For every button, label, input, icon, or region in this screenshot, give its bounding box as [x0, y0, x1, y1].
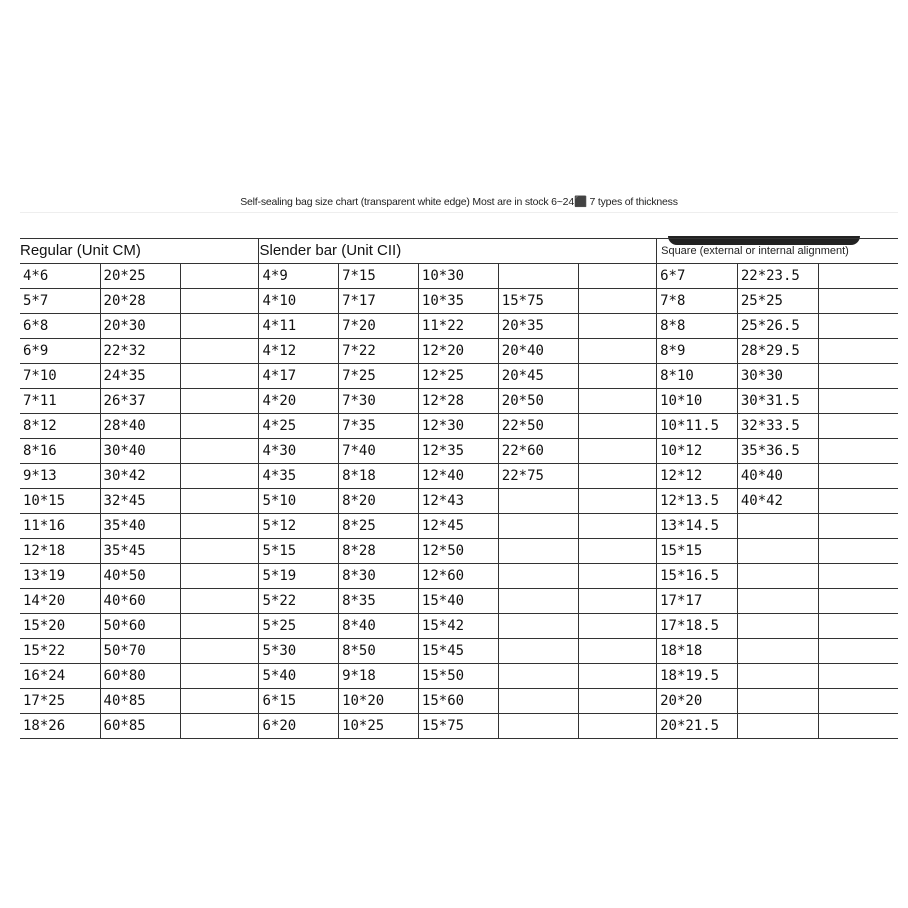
table-cell: 4*12: [259, 339, 339, 364]
table-cell: 30*40: [100, 439, 180, 464]
table-cell: 15*40: [418, 589, 498, 614]
table-cell: 7*17: [339, 289, 419, 314]
table-cell: 5*7: [20, 289, 100, 314]
table-cell: 4*25: [259, 414, 339, 439]
table-cell: [818, 639, 898, 664]
table-cell: [818, 339, 898, 364]
table-cell: 12*35: [418, 439, 498, 464]
table-cell: 7*25: [339, 364, 419, 389]
table-cell: 40*60: [100, 589, 180, 614]
table-row: [20, 439, 898, 464]
table-cell: [737, 714, 818, 739]
table-cell: 20*30: [100, 314, 180, 339]
table-cell: [498, 564, 578, 589]
table-cell: 9*13: [20, 464, 100, 489]
table-cell: [578, 264, 656, 289]
table-cell: 40*85: [100, 689, 180, 714]
table-cell: [180, 289, 259, 314]
table-cell: 7*30: [339, 389, 419, 414]
table-cell: 20*50: [498, 389, 578, 414]
table-cell: 11*16: [20, 514, 100, 539]
size-chart-sheet: [20, 190, 898, 748]
table-cell: 7*8: [657, 289, 738, 314]
table-cell: [578, 664, 656, 689]
table-cell: 7*35: [339, 414, 419, 439]
table-cell: [180, 489, 259, 514]
table-cell: 8*50: [339, 639, 419, 664]
table-cell: 14*20: [20, 589, 100, 614]
table-cell: [578, 439, 656, 464]
table-cell: [818, 264, 898, 289]
table-cell: [180, 389, 259, 414]
table-cell: 20*40: [498, 339, 578, 364]
table-cell: 12*60: [418, 564, 498, 589]
table-cell: [737, 664, 818, 689]
table-cell: 35*40: [100, 514, 180, 539]
table-cell: [578, 714, 656, 739]
table-cell: 22*60: [498, 439, 578, 464]
table-cell: 60*85: [100, 714, 180, 739]
grid-line: [20, 212, 898, 213]
table-cell: 8*12: [20, 414, 100, 439]
table-cell: [737, 514, 818, 539]
table-cell: [818, 689, 898, 714]
table-cell: 6*8: [20, 314, 100, 339]
table-cell: [180, 514, 259, 539]
table-cell: 5*22: [259, 589, 339, 614]
table-cell: 18*18: [657, 639, 738, 664]
table-row: [20, 714, 898, 739]
table-cell: [578, 289, 656, 314]
table-cell: 40*42: [737, 489, 818, 514]
slender-header: Slender bar (Unit CII): [259, 239, 657, 264]
table-cell: 12*25: [418, 364, 498, 389]
table-row: [20, 664, 898, 689]
table-cell: 7*40: [339, 439, 419, 464]
table-cell: 15*60: [418, 689, 498, 714]
table-cell: 7*22: [339, 339, 419, 364]
table-cell: [498, 614, 578, 639]
table-row: [20, 689, 898, 714]
table-cell: [498, 689, 578, 714]
table-cell: 20*20: [657, 689, 738, 714]
table-cell: 4*6: [20, 264, 100, 289]
table-cell: 10*10: [657, 389, 738, 414]
table-cell: 16*24: [20, 664, 100, 689]
table-cell: 5*15: [259, 539, 339, 564]
table-cell: 10*12: [657, 439, 738, 464]
table-cell: 20*25: [100, 264, 180, 289]
table-cell: 8*16: [20, 439, 100, 464]
table-cell: 17*25: [20, 689, 100, 714]
table-cell: [737, 589, 818, 614]
table-row: [20, 364, 898, 389]
table-cell: 6*15: [259, 689, 339, 714]
table-cell: 10*20: [339, 689, 419, 714]
table-cell: 60*80: [100, 664, 180, 689]
table-cell: 28*40: [100, 414, 180, 439]
table-cell: 15*50: [418, 664, 498, 689]
table-cell: 8*9: [657, 339, 738, 364]
table-cell: 15*75: [498, 289, 578, 314]
table-cell: [818, 314, 898, 339]
table-cell: 25*26.5: [737, 314, 818, 339]
table-cell: [498, 714, 578, 739]
table-cell: 8*8: [657, 314, 738, 339]
table-cell: [498, 514, 578, 539]
table-cell: 6*9: [20, 339, 100, 364]
table-cell: 40*50: [100, 564, 180, 589]
table-cell: [737, 539, 818, 564]
table-cell: 12*40: [418, 464, 498, 489]
table-row: [20, 639, 898, 664]
table-row: [20, 539, 898, 564]
table-cell: 8*25: [339, 514, 419, 539]
table-cell: 5*30: [259, 639, 339, 664]
table-cell: 15*22: [20, 639, 100, 664]
table-cell: 12*30: [418, 414, 498, 439]
table-row: [20, 264, 898, 289]
table-cell: 12*28: [418, 389, 498, 414]
table-cell: 17*18.5: [657, 614, 738, 639]
table-cell: [818, 464, 898, 489]
table-cell: [180, 364, 259, 389]
table-row: [20, 589, 898, 614]
table-cell: 9*18: [339, 664, 419, 689]
table-cell: 8*18: [339, 464, 419, 489]
table-cell: [180, 439, 259, 464]
table-row: [20, 464, 898, 489]
table-cell: [818, 364, 898, 389]
table-cell: 6*20: [259, 714, 339, 739]
table-cell: 12*20: [418, 339, 498, 364]
table-cell: [180, 714, 259, 739]
table-cell: [180, 464, 259, 489]
table-cell: 6*7: [657, 264, 738, 289]
table-row: [20, 389, 898, 414]
table-cell: 7*11: [20, 389, 100, 414]
table-cell: 50*70: [100, 639, 180, 664]
table-cell: [818, 389, 898, 414]
table-cell: 25*25: [737, 289, 818, 314]
table-cell: 22*23.5: [737, 264, 818, 289]
table-cell: [818, 714, 898, 739]
table-cell: [498, 589, 578, 614]
table-cell: 10*35: [418, 289, 498, 314]
table-cell: 15*16.5: [657, 564, 738, 589]
table-cell: 4*30: [259, 439, 339, 464]
table-cell: [818, 514, 898, 539]
table-cell: 18*26: [20, 714, 100, 739]
table-cell: [180, 614, 259, 639]
table-cell: 40*40: [737, 464, 818, 489]
table-cell: [578, 489, 656, 514]
table-cell: 8*28: [339, 539, 419, 564]
table-cell: [498, 489, 578, 514]
table-cell: 8*30: [339, 564, 419, 589]
table-cell: 8*35: [339, 589, 419, 614]
table-cell: 10*15: [20, 489, 100, 514]
table-cell: [737, 689, 818, 714]
table-cell: [818, 414, 898, 439]
table-row: [20, 339, 898, 364]
table-cell: [180, 539, 259, 564]
regular-header: Regular (Unit CM): [20, 239, 259, 264]
table-cell: [498, 639, 578, 664]
table-cell: [578, 539, 656, 564]
table-cell: 11*22: [418, 314, 498, 339]
table-cell: [818, 664, 898, 689]
table-cell: [818, 289, 898, 314]
table-row: [20, 564, 898, 589]
table-cell: 7*20: [339, 314, 419, 339]
table-cell: 22*50: [498, 414, 578, 439]
table-cell: [180, 664, 259, 689]
table-cell: 20*21.5: [657, 714, 738, 739]
table-cell: [578, 564, 656, 589]
table-cell: [818, 564, 898, 589]
table-cell: 13*19: [20, 564, 100, 589]
table-cell: 20*35: [498, 314, 578, 339]
table-cell: [498, 664, 578, 689]
table-cell: 35*36.5: [737, 439, 818, 464]
table-cell: 10*11.5: [657, 414, 738, 439]
table-cell: 12*45: [418, 514, 498, 539]
table-cell: 15*15: [657, 539, 738, 564]
table-cell: 5*19: [259, 564, 339, 589]
table-cell: [578, 514, 656, 539]
table-row: [20, 489, 898, 514]
table-cell: 4*10: [259, 289, 339, 314]
table-row: [20, 614, 898, 639]
table-cell: [180, 339, 259, 364]
table-cell: 15*42: [418, 614, 498, 639]
table-cell: [180, 564, 259, 589]
table-cell: 12*18: [20, 539, 100, 564]
table-cell: 32*33.5: [737, 414, 818, 439]
table-row: [20, 514, 898, 539]
table-cell: 4*9: [259, 264, 339, 289]
table-cell: 4*35: [259, 464, 339, 489]
table-cell: 5*25: [259, 614, 339, 639]
table-cell: 12*13.5: [657, 489, 738, 514]
table-cell: 5*10: [259, 489, 339, 514]
table-cell: 20*28: [100, 289, 180, 314]
table-cell: 8*10: [657, 364, 738, 389]
table-cell: [737, 639, 818, 664]
table-cell: [578, 389, 656, 414]
table-row: [20, 314, 898, 339]
table-cell: [180, 264, 259, 289]
header-row: [20, 239, 898, 264]
table-cell: 10*25: [339, 714, 419, 739]
table-cell: 26*37: [100, 389, 180, 414]
table-cell: [737, 614, 818, 639]
table-cell: [578, 414, 656, 439]
table-cell: [578, 464, 656, 489]
table-cell: 15*75: [418, 714, 498, 739]
table-cell: 10*30: [418, 264, 498, 289]
table-cell: [818, 589, 898, 614]
table-cell: [180, 689, 259, 714]
size-table: [20, 238, 898, 739]
table-cell: [180, 314, 259, 339]
table-cell: [578, 689, 656, 714]
table-cell: 15*45: [418, 639, 498, 664]
table-cell: [498, 264, 578, 289]
table-cell: 30*31.5: [737, 389, 818, 414]
table-cell: 35*45: [100, 539, 180, 564]
table-cell: [578, 614, 656, 639]
table-cell: 18*19.5: [657, 664, 738, 689]
table-cell: 5*40: [259, 664, 339, 689]
table-cell: [818, 439, 898, 464]
table-cell: [578, 639, 656, 664]
table-cell: 7*10: [20, 364, 100, 389]
table-cell: [578, 339, 656, 364]
table-cell: 4*11: [259, 314, 339, 339]
table-cell: 50*60: [100, 614, 180, 639]
table-cell: 4*20: [259, 389, 339, 414]
table-cell: 13*14.5: [657, 514, 738, 539]
chart-title: Self-sealing bag size chart (transparent white edge) Most are in stock 6~24⬛ 7 types of thickness: [240, 196, 678, 208]
table-cell: 22*32: [100, 339, 180, 364]
table-cell: 8*20: [339, 489, 419, 514]
table-row: [20, 289, 898, 314]
table-cell: [498, 539, 578, 564]
table-cell: 7*15: [339, 264, 419, 289]
table-cell: [578, 589, 656, 614]
table-cell: [818, 614, 898, 639]
table-cell: 22*75: [498, 464, 578, 489]
table-cell: 20*45: [498, 364, 578, 389]
table-cell: 28*29.5: [737, 339, 818, 364]
table-cell: 5*12: [259, 514, 339, 539]
table-cell: [578, 314, 656, 339]
table-cell: [818, 489, 898, 514]
table-cell: [578, 364, 656, 389]
table-cell: [180, 414, 259, 439]
table-cell: 24*35: [100, 364, 180, 389]
table-cell: 30*42: [100, 464, 180, 489]
table-cell: 8*40: [339, 614, 419, 639]
table-cell: 17*17: [657, 589, 738, 614]
table-cell: 32*45: [100, 489, 180, 514]
table-cell: 12*12: [657, 464, 738, 489]
table-cell: [180, 639, 259, 664]
table-cell: 15*20: [20, 614, 100, 639]
table-cell: 4*17: [259, 364, 339, 389]
table-cell: [737, 564, 818, 589]
square-header: Square (external or internal alignment): [657, 239, 898, 264]
table-row: [20, 414, 898, 439]
table-cell: 30*30: [737, 364, 818, 389]
table-cell: [180, 589, 259, 614]
table-cell: [818, 539, 898, 564]
table-cell: 12*43: [418, 489, 498, 514]
table-cell: 12*50: [418, 539, 498, 564]
